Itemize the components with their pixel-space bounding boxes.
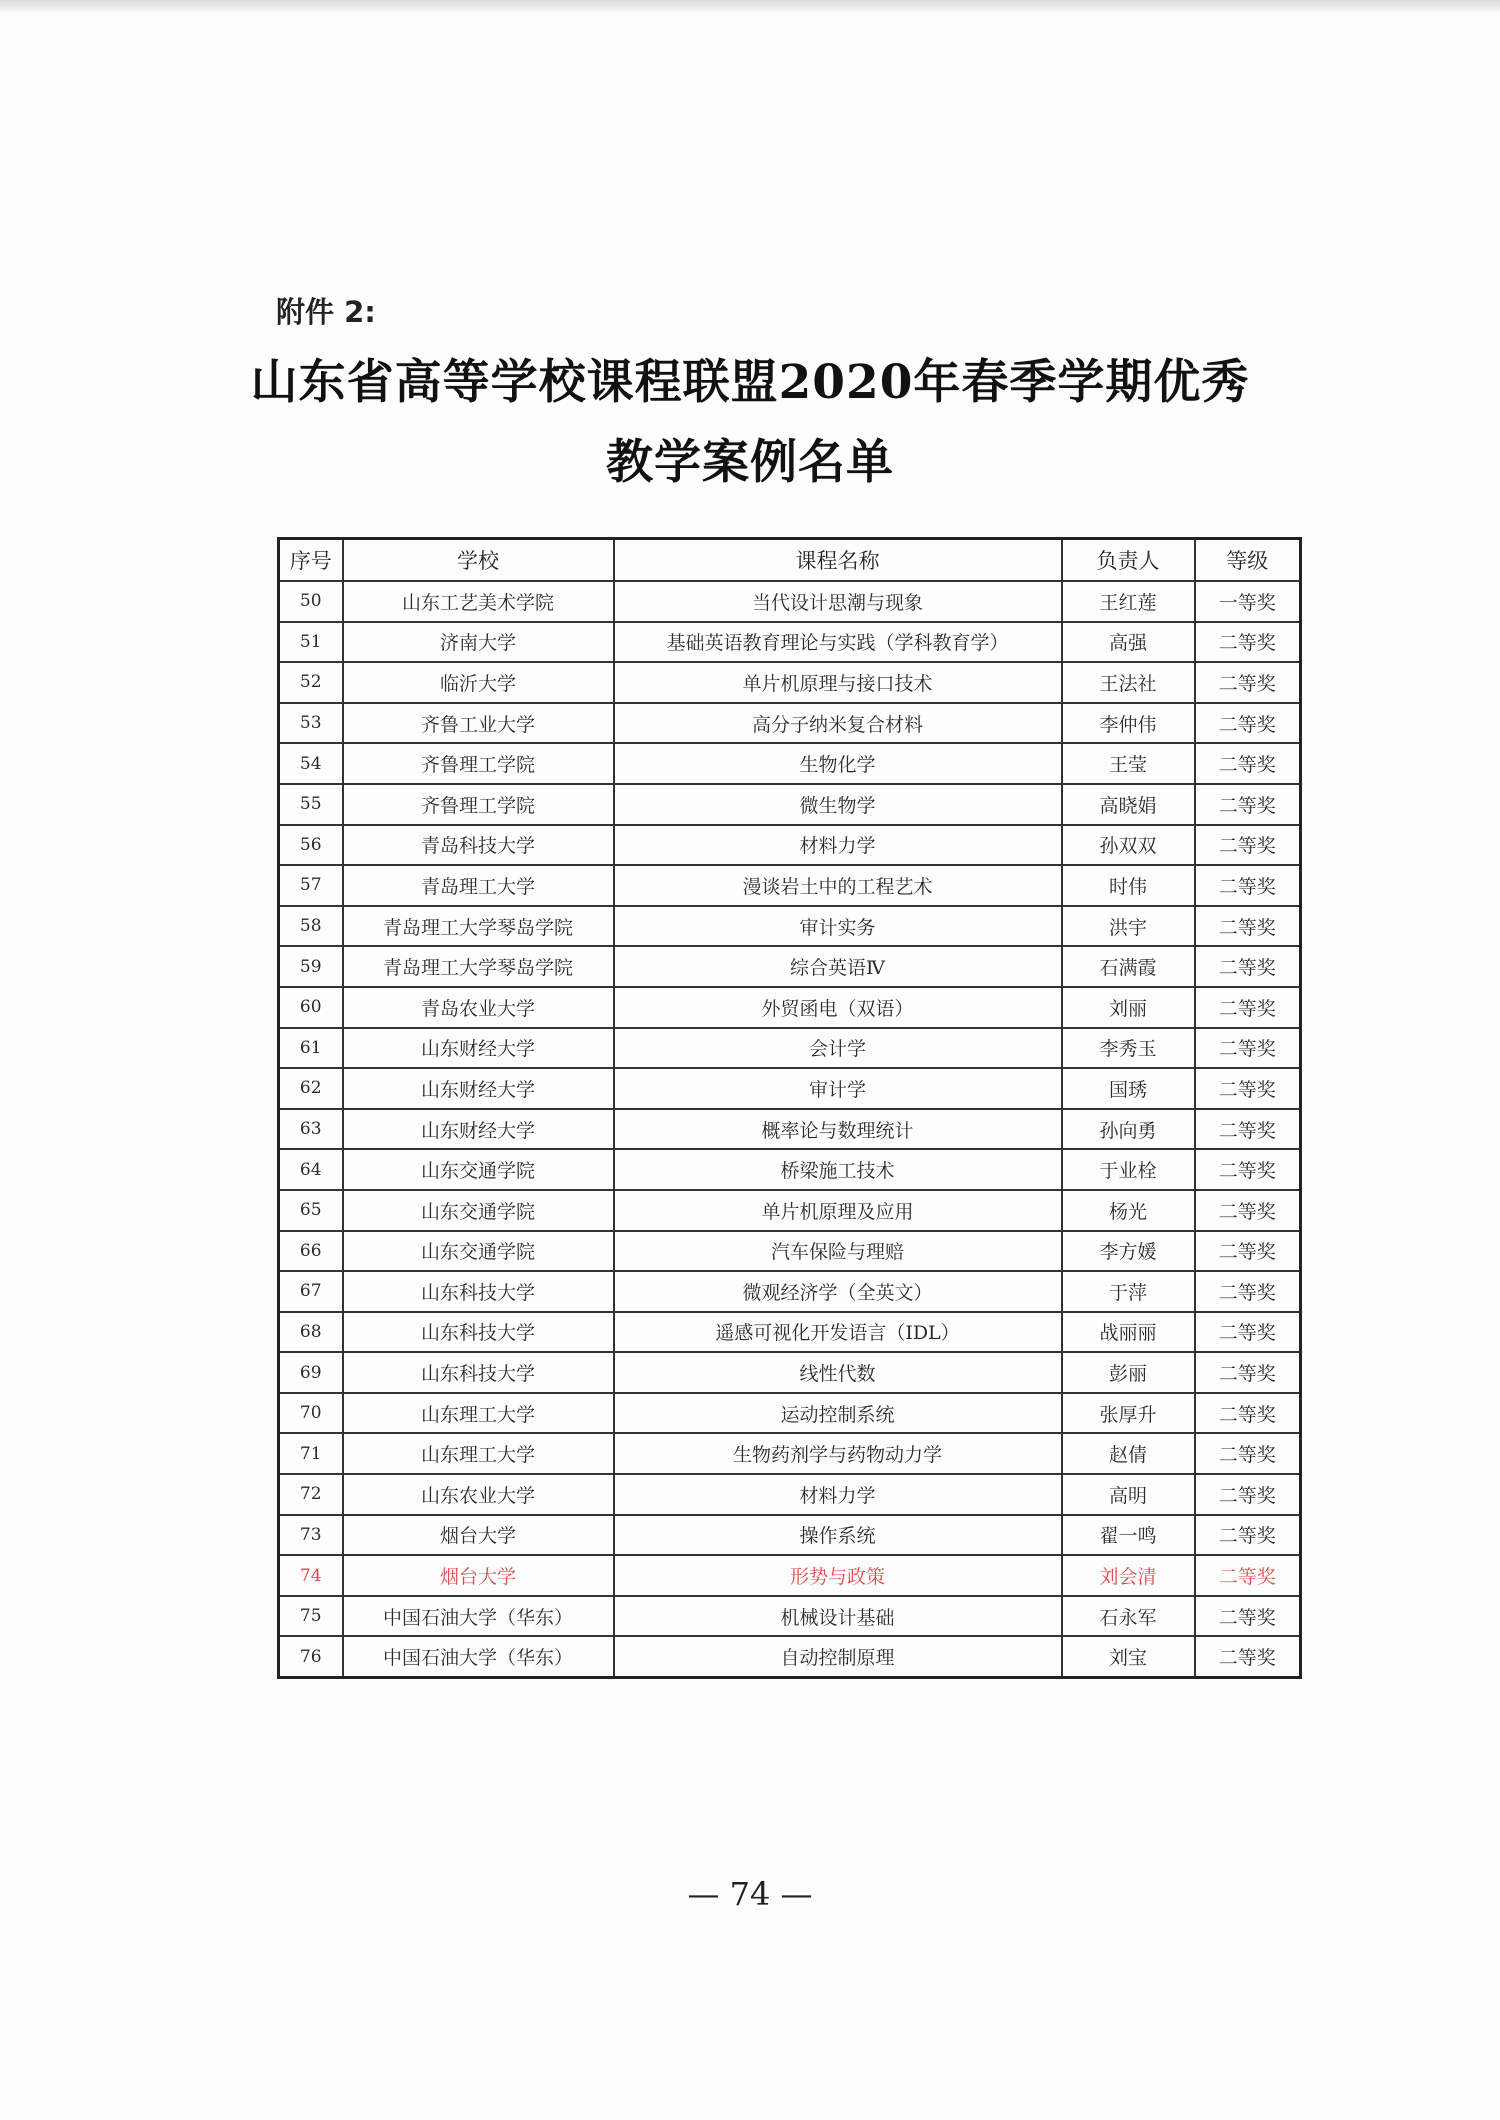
cell-course: 漫谈岩土中的工程艺术 — [614, 865, 1062, 906]
cell-school: 山东科技大学 — [343, 1271, 614, 1312]
cell-no: 59 — [279, 946, 343, 987]
cell-school: 山东理工大学 — [343, 1393, 614, 1434]
cell-course: 微生物学 — [614, 784, 1062, 825]
column-header-level: 等级 — [1195, 539, 1301, 582]
cell-no: 66 — [279, 1231, 343, 1272]
cell-school: 山东农业大学 — [343, 1474, 614, 1515]
table-header-row — [279, 539, 1301, 582]
cell-level: 二等奖 — [1195, 622, 1301, 663]
cell-person: 翟一鸣 — [1062, 1515, 1195, 1556]
cell-course: 遥感可视化开发语言（IDL） — [614, 1312, 1062, 1353]
cell-no: 61 — [279, 1028, 343, 1069]
cell-no: 68 — [279, 1312, 343, 1353]
cell-no: 65 — [279, 1190, 343, 1231]
cell-course: 生物药剂学与药物动力学 — [614, 1433, 1062, 1474]
table-row — [279, 865, 1301, 906]
cell-person: 于业栓 — [1062, 1149, 1195, 1190]
page-number: — 74 — — [687, 1875, 813, 1913]
cell-school: 齐鲁工业大学 — [343, 703, 614, 744]
cell-no: 52 — [279, 662, 343, 703]
cell-school: 临沂大学 — [343, 662, 614, 703]
table-row — [279, 825, 1301, 866]
cell-level: 二等奖 — [1195, 1433, 1301, 1474]
cell-person: 刘会清 — [1062, 1555, 1195, 1596]
cell-course: 操作系统 — [614, 1515, 1062, 1556]
cell-person: 王红莲 — [1062, 581, 1195, 622]
cell-school: 济南大学 — [343, 622, 614, 663]
cell-course: 概率论与数理统计 — [614, 1109, 1062, 1150]
cell-person: 刘丽 — [1062, 987, 1195, 1028]
cell-no: 67 — [279, 1271, 343, 1312]
table-row — [279, 784, 1301, 825]
cell-person: 高明 — [1062, 1474, 1195, 1515]
cell-course: 材料力学 — [614, 1474, 1062, 1515]
cell-school: 山东理工大学 — [343, 1433, 614, 1474]
cell-no: 55 — [279, 784, 343, 825]
cell-level: 二等奖 — [1195, 825, 1301, 866]
cell-person: 孙向勇 — [1062, 1109, 1195, 1150]
cell-person: 于萍 — [1062, 1271, 1195, 1312]
cell-level: 一等奖 — [1195, 581, 1301, 622]
cell-level: 二等奖 — [1195, 865, 1301, 906]
table-row — [279, 1393, 1301, 1434]
table-row — [279, 662, 1301, 703]
cell-course: 自动控制原理 — [614, 1636, 1062, 1677]
cell-no: 56 — [279, 825, 343, 866]
cell-no: 58 — [279, 906, 343, 947]
cell-person: 国琇 — [1062, 1068, 1195, 1109]
document-title-line-1: 山东省高等学校课程联盟2020年春季学期优秀 — [250, 355, 1250, 410]
cell-person: 李秀玉 — [1062, 1028, 1195, 1069]
cell-course: 线性代数 — [614, 1352, 1062, 1393]
cell-school: 齐鲁理工学院 — [343, 784, 614, 825]
cell-level: 二等奖 — [1195, 662, 1301, 703]
cell-level: 二等奖 — [1195, 1028, 1301, 1069]
cell-no: 60 — [279, 987, 343, 1028]
table-row — [279, 1109, 1301, 1150]
cell-course: 审计实务 — [614, 906, 1062, 947]
table-row — [279, 1149, 1301, 1190]
cell-level: 二等奖 — [1195, 1596, 1301, 1637]
table-row — [279, 622, 1301, 663]
cell-no: 51 — [279, 622, 343, 663]
cell-level: 二等奖 — [1195, 906, 1301, 947]
cell-person: 高晓娟 — [1062, 784, 1195, 825]
cell-course: 运动控制系统 — [614, 1393, 1062, 1434]
cell-course: 机械设计基础 — [614, 1596, 1062, 1637]
cell-level: 二等奖 — [1195, 1231, 1301, 1272]
attachment-label: 附件 2: — [276, 295, 376, 329]
cell-person: 王莹 — [1062, 743, 1195, 784]
cell-level: 二等奖 — [1195, 1515, 1301, 1556]
cell-level: 二等奖 — [1195, 1636, 1301, 1677]
cell-school: 山东交通学院 — [343, 1190, 614, 1231]
table-row — [279, 1190, 1301, 1231]
cell-level: 二等奖 — [1195, 987, 1301, 1028]
cell-no: 71 — [279, 1433, 343, 1474]
table-row — [279, 703, 1301, 744]
table-row — [279, 1271, 1301, 1312]
cell-school: 青岛理工大学琴岛学院 — [343, 946, 614, 987]
cell-level: 二等奖 — [1195, 1190, 1301, 1231]
document-title-line-2: 教学案例名单 — [606, 435, 894, 490]
cell-person: 孙双双 — [1062, 825, 1195, 866]
cell-school: 山东交通学院 — [343, 1149, 614, 1190]
cell-person: 王法社 — [1062, 662, 1195, 703]
table-row — [279, 1231, 1301, 1272]
cell-person: 高强 — [1062, 622, 1195, 663]
cell-person: 战丽丽 — [1062, 1312, 1195, 1353]
cell-no: 62 — [279, 1068, 343, 1109]
cell-level: 二等奖 — [1195, 1474, 1301, 1515]
cell-person: 石满霞 — [1062, 946, 1195, 987]
cell-course: 基础英语教育理论与实践（学科教育学） — [614, 622, 1062, 663]
cell-course: 外贸函电（双语） — [614, 987, 1062, 1028]
cell-level: 二等奖 — [1195, 1149, 1301, 1190]
cell-school: 山东财经大学 — [343, 1109, 614, 1150]
cell-course: 高分子纳米复合材料 — [614, 703, 1062, 744]
cell-no: 69 — [279, 1352, 343, 1393]
cell-person: 赵倩 — [1062, 1433, 1195, 1474]
cell-no: 57 — [279, 865, 343, 906]
cell-level: 二等奖 — [1195, 946, 1301, 987]
cell-school: 山东科技大学 — [343, 1352, 614, 1393]
table-body — [279, 581, 1301, 1678]
cell-school: 山东工艺美术学院 — [343, 581, 614, 622]
cell-level: 二等奖 — [1195, 1352, 1301, 1393]
cell-person: 石永军 — [1062, 1596, 1195, 1637]
cell-course: 微观经济学（全英文） — [614, 1271, 1062, 1312]
cell-level: 二等奖 — [1195, 1068, 1301, 1109]
cell-no: 50 — [279, 581, 343, 622]
award-table — [277, 537, 1302, 1679]
cell-course: 当代设计思潮与现象 — [614, 581, 1062, 622]
table-row — [279, 581, 1301, 622]
cell-no: 54 — [279, 743, 343, 784]
table-row — [279, 743, 1301, 784]
cell-school: 烟台大学 — [343, 1555, 614, 1596]
cell-course: 形势与政策 — [614, 1555, 1062, 1596]
cell-person: 时伟 — [1062, 865, 1195, 906]
cell-person: 李方媛 — [1062, 1231, 1195, 1272]
cell-school: 山东财经大学 — [343, 1068, 614, 1109]
column-header-no: 序号 — [279, 539, 343, 582]
table-row — [279, 946, 1301, 987]
cell-school: 烟台大学 — [343, 1515, 614, 1556]
table-row — [279, 1068, 1301, 1109]
column-header-person: 负责人 — [1062, 539, 1195, 582]
cell-school: 青岛农业大学 — [343, 987, 614, 1028]
cell-person: 杨光 — [1062, 1190, 1195, 1231]
cell-course: 汽车保险与理赔 — [614, 1231, 1062, 1272]
cell-level: 二等奖 — [1195, 1109, 1301, 1150]
table-row — [279, 1474, 1301, 1515]
cell-person: 洪宇 — [1062, 906, 1195, 947]
cell-level: 二等奖 — [1195, 1312, 1301, 1353]
table-row — [279, 1515, 1301, 1556]
cell-course: 会计学 — [614, 1028, 1062, 1069]
cell-course: 生物化学 — [614, 743, 1062, 784]
table-row — [279, 1433, 1301, 1474]
cell-level: 二等奖 — [1195, 703, 1301, 744]
cell-no: 53 — [279, 703, 343, 744]
table-row — [279, 987, 1301, 1028]
cell-course: 综合英语Ⅳ — [614, 946, 1062, 987]
cell-level: 二等奖 — [1195, 743, 1301, 784]
cell-level: 二等奖 — [1195, 1393, 1301, 1434]
scan-top-shadow — [0, 0, 1500, 14]
cell-school: 山东交通学院 — [343, 1231, 614, 1272]
cell-school: 青岛科技大学 — [343, 825, 614, 866]
cell-level: 二等奖 — [1195, 784, 1301, 825]
cell-person: 刘宝 — [1062, 1636, 1195, 1677]
table-row — [279, 906, 1301, 947]
table-row — [279, 1636, 1301, 1677]
cell-level: 二等奖 — [1195, 1271, 1301, 1312]
cell-no: 74 — [279, 1555, 343, 1596]
cell-no: 64 — [279, 1149, 343, 1190]
cell-no: 63 — [279, 1109, 343, 1150]
cell-school: 中国石油大学（华东） — [343, 1596, 614, 1637]
table-row — [279, 1555, 1301, 1596]
cell-no: 75 — [279, 1596, 343, 1637]
table-row — [279, 1352, 1301, 1393]
column-header-school: 学校 — [343, 539, 614, 582]
cell-school: 中国石油大学（华东） — [343, 1636, 614, 1677]
table-row — [279, 1596, 1301, 1637]
cell-course: 单片机原理与接口技术 — [614, 662, 1062, 703]
cell-course: 审计学 — [614, 1068, 1062, 1109]
cell-school: 山东科技大学 — [343, 1312, 614, 1353]
cell-school: 青岛理工大学琴岛学院 — [343, 906, 614, 947]
cell-no: 72 — [279, 1474, 343, 1515]
cell-school: 山东财经大学 — [343, 1028, 614, 1069]
cell-no: 73 — [279, 1515, 343, 1556]
cell-school: 青岛理工大学 — [343, 865, 614, 906]
cell-course: 材料力学 — [614, 825, 1062, 866]
cell-person: 张厚升 — [1062, 1393, 1195, 1434]
cell-school: 齐鲁理工学院 — [343, 743, 614, 784]
cell-course: 单片机原理及应用 — [614, 1190, 1062, 1231]
cell-level: 二等奖 — [1195, 1555, 1301, 1596]
cell-no: 70 — [279, 1393, 343, 1434]
cell-person: 李仲伟 — [1062, 703, 1195, 744]
table-row — [279, 1312, 1301, 1353]
column-header-course: 课程名称 — [614, 539, 1062, 582]
cell-course: 桥梁施工技术 — [614, 1149, 1062, 1190]
table-row — [279, 1028, 1301, 1069]
cell-person: 彭丽 — [1062, 1352, 1195, 1393]
cell-no: 76 — [279, 1636, 343, 1677]
